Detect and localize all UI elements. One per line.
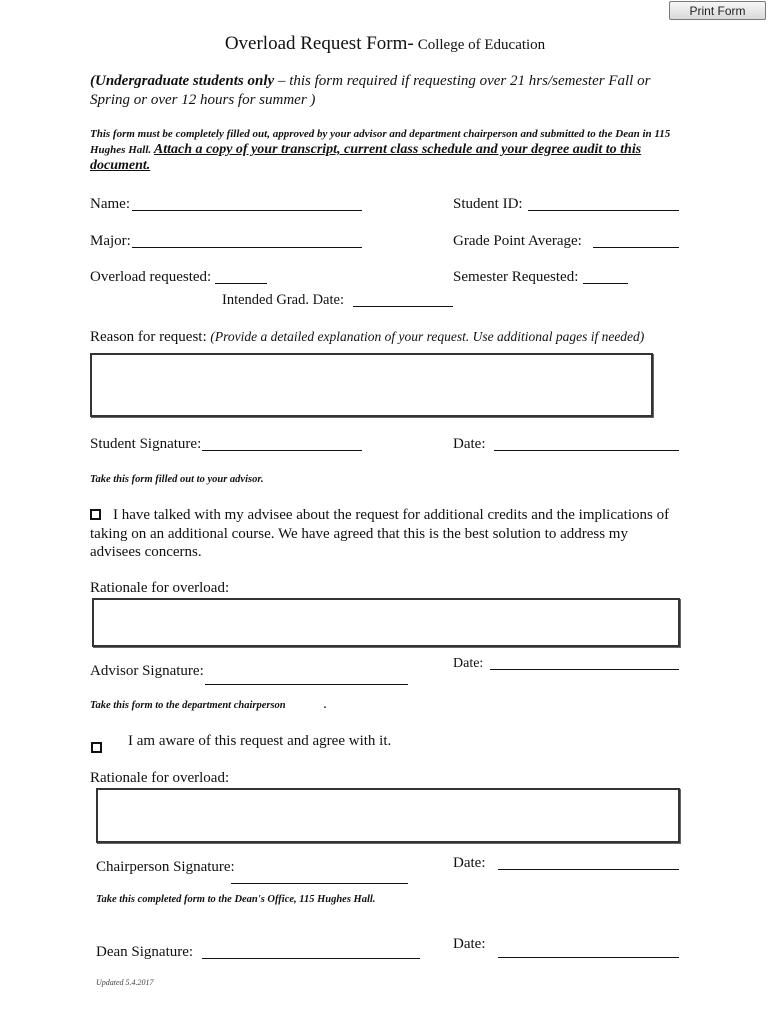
dean-date-field[interactable] [498, 957, 679, 958]
advisor-agreement-line2: taking on an additional course. We have agreed that this is the best solution to address my [90, 525, 628, 542]
advisor-date-field[interactable] [490, 669, 679, 670]
reason-label [90, 329, 644, 346]
dean-signature-label: Dean Signature: [96, 944, 194, 960]
eligibility-bold: (Undergraduate students only [90, 73, 275, 89]
student-id-field[interactable] [528, 210, 679, 211]
advisor-signature-label: Advisor Signature: [90, 663, 204, 679]
chair-agreement-checkbox[interactable] [91, 742, 102, 753]
name-label: Name: [90, 196, 130, 212]
dean-routing-note: Take this completed form to the Dean's Office, 115 Hughes Hall. [96, 894, 376, 905]
form-title-dept: College of Education [417, 37, 546, 53]
advisor-agreement-line1: I have talked with my advisee about the request for additional credits and the implications of [113, 507, 670, 523]
eligibility-line1: – this form required if requesting over 21 hrs/semester Fall or [274, 73, 651, 89]
chair-date-label: Date: [453, 855, 486, 871]
advisor-date-label: Date: [453, 656, 484, 671]
student-id-label: Student ID: [453, 196, 523, 212]
advisor-routing-note: Take this form filled out to your advisor. [90, 474, 264, 485]
gpa-field[interactable] [593, 247, 679, 248]
grad-date-label: Intended Grad. Date: [222, 292, 344, 308]
student-date-field[interactable] [494, 450, 679, 451]
chair-signature-label: Chairperson Signature: [96, 859, 235, 875]
instructions-emphasis: Attach a copy of your transcript, current class schedule and your degree audit to this document. [90, 142, 642, 173]
major-field[interactable] [132, 247, 362, 248]
dean-signature-field[interactable] [202, 958, 420, 959]
chair-rationale-textbox[interactable] [96, 788, 680, 843]
updated-date: Updated 5.4.2017 [96, 978, 154, 987]
overload-field[interactable] [215, 283, 267, 284]
semester-label: Semester Requested: [453, 269, 579, 285]
reason-textbox[interactable] [90, 353, 653, 417]
chair-agreement-text: I am aware of this request and agree with it. [128, 733, 392, 749]
name-field[interactable] [132, 210, 362, 211]
semester-field[interactable] [583, 283, 628, 284]
major-label: Major: [90, 233, 131, 249]
form-title-main: Overload Request Form- [224, 33, 414, 54]
advisor-rationale-label: Rationale for overload: [90, 580, 230, 596]
instructions-text: This form must be completely filled out, approved by your advisor and department chairperson and submitted to the Dean in 115 Hughes Hall. [90, 128, 671, 156]
chair-routing-period: . [324, 700, 327, 711]
chair-rationale-label: Rationale for overload: [90, 770, 230, 786]
print-form-button[interactable]: Print Form [669, 1, 766, 20]
overload-label: Overload requested: [90, 269, 212, 285]
student-signature-label: Student Signature: [90, 436, 202, 452]
gpa-label: Grade Point Average: [453, 233, 582, 249]
advisor-agreement-line3: advisees concerns. [90, 544, 202, 560]
grad-date-field[interactable] [353, 306, 453, 307]
advisor-signature-field[interactable] [205, 684, 408, 685]
reason-label-text: Reason for request: [90, 329, 207, 345]
eligibility-line2: Spring or over 12 hours for summer ) [90, 92, 316, 108]
chair-routing-note: Take this form to the department chairperson [90, 700, 286, 711]
reason-hint: (Provide a detailed explanation of your request. Use additional pages if needed) [210, 329, 645, 344]
student-signature-field[interactable] [202, 450, 362, 451]
chair-date-field[interactable] [498, 869, 679, 870]
advisor-rationale-textbox[interactable] [92, 598, 680, 647]
advisor-agreement-text [90, 506, 680, 562]
eligibility-note [90, 72, 650, 110]
student-date-label: Date: [453, 436, 486, 452]
form-title [0, 33, 770, 55]
instructions [90, 127, 690, 174]
dean-date-label: Date: [453, 936, 486, 952]
chair-signature-field[interactable] [231, 883, 408, 884]
